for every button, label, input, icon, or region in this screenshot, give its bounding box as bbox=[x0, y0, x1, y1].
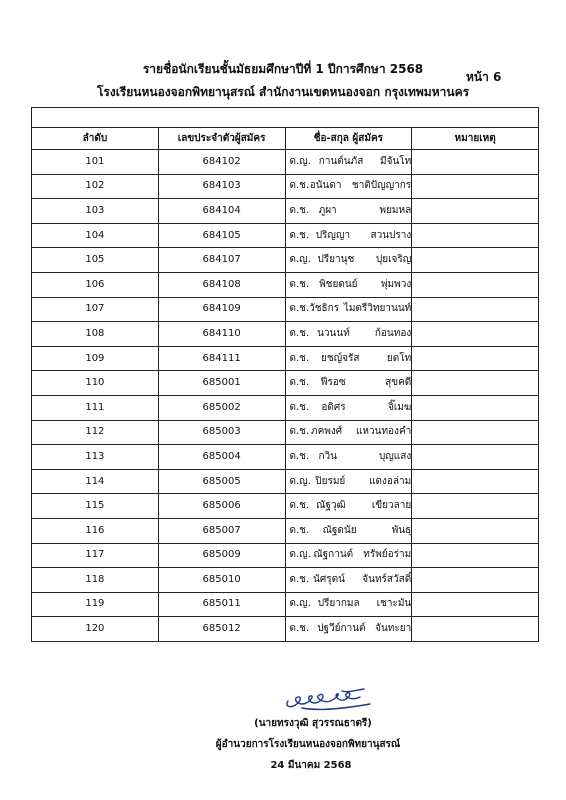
first-name: นัศรุตน์ bbox=[313, 573, 345, 585]
name-prefix: ด.ช. bbox=[289, 303, 310, 315]
first-name: ภูผา bbox=[318, 204, 337, 216]
first-name: ยชญ์จรัส bbox=[321, 352, 360, 364]
name-prefix: ด.ช. bbox=[289, 524, 310, 536]
name-prefix: ด.ช. bbox=[289, 229, 310, 241]
row-applicant-id: 684110 bbox=[158, 322, 285, 347]
document-title: รายชื่อนักเรียนชั้นมัธยมศึกษาปีที่ 1 ปีการศึกษา 2568 bbox=[142, 62, 424, 76]
first-name: อดิศร bbox=[321, 401, 346, 413]
name-prefix: ด.ญ. bbox=[289, 475, 311, 487]
name-parts bbox=[286, 377, 412, 389]
name-parts bbox=[286, 549, 412, 561]
table-row bbox=[32, 420, 539, 445]
table-row bbox=[32, 592, 539, 617]
row-full-name bbox=[285, 445, 412, 470]
name-parts bbox=[286, 279, 412, 291]
row-applicant-id: 685002 bbox=[158, 395, 285, 420]
last-name: เขียวลาย bbox=[371, 500, 412, 512]
name-parts bbox=[286, 426, 412, 438]
first-name: ปฐวีย์กานต์ bbox=[317, 623, 366, 635]
row-applicant-id: 685009 bbox=[158, 543, 285, 568]
last-name: พยมหล bbox=[379, 204, 412, 216]
signer-name: (นายทรงวุฒิ สุวรรณธาตรี) bbox=[254, 718, 372, 729]
table-row bbox=[32, 469, 539, 494]
table-row bbox=[32, 272, 539, 297]
table-row bbox=[32, 494, 539, 519]
name-prefix: ด.ช. bbox=[289, 450, 310, 462]
row-applicant-id: 684103 bbox=[158, 174, 285, 199]
row-applicant-id: 685001 bbox=[158, 371, 285, 396]
name-parts bbox=[286, 598, 412, 610]
row-full-name bbox=[285, 297, 412, 322]
row-applicant-id: 685012 bbox=[158, 617, 285, 642]
table-row bbox=[32, 346, 539, 371]
name-parts bbox=[286, 574, 412, 586]
last-name: จันทร์สวัสดิ์ bbox=[362, 573, 412, 585]
last-name: แดงอล่าม bbox=[369, 475, 412, 487]
first-name: ภคพงศ์ bbox=[311, 426, 343, 438]
last-name: พันธุ bbox=[391, 524, 412, 536]
row-remarks bbox=[412, 592, 539, 617]
row-seq: 105 bbox=[32, 248, 159, 273]
name-parts bbox=[286, 402, 412, 414]
name-prefix: ด.ญ. bbox=[289, 549, 311, 561]
first-name: นวนนท์ bbox=[317, 327, 350, 339]
table-row bbox=[32, 395, 539, 420]
name-prefix: ด.ช. bbox=[289, 401, 310, 413]
row-applicant-id: 684104 bbox=[158, 199, 285, 224]
name-prefix: ด.ช. bbox=[289, 500, 310, 512]
student-roster-table bbox=[31, 107, 539, 642]
row-applicant-id: 684109 bbox=[158, 297, 285, 322]
row-remarks bbox=[412, 322, 539, 347]
name-parts bbox=[286, 205, 412, 217]
row-remarks bbox=[412, 568, 539, 593]
table-row bbox=[32, 223, 539, 248]
row-full-name bbox=[285, 150, 412, 175]
row-full-name bbox=[285, 223, 412, 248]
name-parts bbox=[286, 303, 412, 315]
row-full-name bbox=[285, 248, 412, 273]
row-applicant-id: 684107 bbox=[158, 248, 285, 273]
document-date: 24 มีนาคม 2568 bbox=[270, 760, 352, 771]
first-name: ฟีรอซ bbox=[320, 377, 346, 389]
row-seq: 101 bbox=[32, 150, 159, 175]
row-full-name bbox=[285, 518, 412, 543]
header-remarks: หมายเหตุ bbox=[412, 128, 539, 150]
table-row bbox=[32, 445, 539, 470]
row-seq: 115 bbox=[32, 494, 159, 519]
last-name: เชาะมัน bbox=[376, 598, 412, 610]
name-prefix: ด.ช. bbox=[289, 327, 310, 339]
row-seq: 104 bbox=[32, 223, 159, 248]
last-name: จิ๊เมฆ bbox=[387, 401, 412, 413]
row-seq: 109 bbox=[32, 346, 159, 371]
row-applicant-id: 685004 bbox=[158, 445, 285, 470]
name-prefix: ด.ช. bbox=[289, 352, 310, 364]
name-parts bbox=[286, 254, 412, 266]
blank-top-row bbox=[32, 108, 539, 128]
row-applicant-id: 685011 bbox=[158, 592, 285, 617]
row-applicant-id: 685010 bbox=[158, 568, 285, 593]
row-applicant-id: 685003 bbox=[158, 420, 285, 445]
first-name: ณัฐกานต์ bbox=[313, 549, 354, 561]
row-remarks bbox=[412, 248, 539, 273]
row-seq: 112 bbox=[32, 420, 159, 445]
last-name: ทรัพย์อร่าม bbox=[363, 549, 412, 561]
row-full-name bbox=[285, 371, 412, 396]
row-full-name bbox=[285, 199, 412, 224]
first-name: กานต์นภัส bbox=[318, 155, 364, 167]
signer-title: ผู้อำนวยการโรงเรียนหนองจอกพิทยานุสรณ์ bbox=[215, 739, 401, 750]
row-full-name bbox=[285, 617, 412, 642]
name-parts bbox=[286, 230, 412, 242]
first-name: ณัฐวุฒิ bbox=[316, 500, 346, 512]
row-remarks bbox=[412, 174, 539, 199]
table-row bbox=[32, 248, 539, 273]
name-prefix: ด.ช. bbox=[289, 278, 310, 290]
row-applicant-id: 684105 bbox=[158, 223, 285, 248]
name-parts bbox=[286, 156, 412, 168]
name-prefix: ด.ช. bbox=[289, 573, 310, 585]
row-full-name bbox=[285, 543, 412, 568]
table-header-row bbox=[32, 128, 539, 150]
row-full-name bbox=[285, 272, 412, 297]
row-remarks bbox=[412, 150, 539, 175]
table-row bbox=[32, 150, 539, 175]
row-remarks bbox=[412, 199, 539, 224]
row-seq: 110 bbox=[32, 371, 159, 396]
header-full-name: ชื่อ-สกุล ผู้สมัคร bbox=[285, 128, 412, 150]
name-parts bbox=[286, 500, 412, 512]
row-seq: 108 bbox=[32, 322, 159, 347]
row-full-name bbox=[285, 469, 412, 494]
row-remarks bbox=[412, 371, 539, 396]
school-name: โรงเรียนหนองจอกพิทยานุสรณ์ สำนักงานเขตหนองจอก กรุงเทพมหานคร bbox=[96, 85, 470, 99]
row-remarks bbox=[412, 543, 539, 568]
row-remarks bbox=[412, 395, 539, 420]
row-full-name bbox=[285, 568, 412, 593]
row-applicant-id: 685007 bbox=[158, 518, 285, 543]
name-prefix: ด.ญ. bbox=[289, 155, 311, 167]
name-parts bbox=[286, 328, 412, 340]
first-name: อนันดา bbox=[309, 180, 342, 192]
row-seq: 117 bbox=[32, 543, 159, 568]
last-name: ปุยเจริญ bbox=[375, 254, 412, 266]
table-row bbox=[32, 617, 539, 642]
last-name: สุขคดี bbox=[385, 377, 412, 389]
row-full-name bbox=[285, 420, 412, 445]
header-seq: ลำดับ bbox=[32, 128, 159, 150]
last-name: พุ่มพวง bbox=[380, 278, 412, 290]
row-full-name bbox=[285, 174, 412, 199]
row-seq: 111 bbox=[32, 395, 159, 420]
first-name: ปรียานุช bbox=[317, 254, 355, 266]
name-parts bbox=[286, 180, 412, 192]
row-seq: 119 bbox=[32, 592, 159, 617]
last-name: แหวนทองคำ bbox=[355, 426, 412, 438]
last-name: จันทะยา bbox=[375, 623, 412, 635]
name-prefix: ด.ญ. bbox=[289, 254, 311, 266]
table-row bbox=[32, 568, 539, 593]
row-applicant-id: 685005 bbox=[158, 469, 285, 494]
page-number: หน้า 6 bbox=[466, 70, 502, 84]
table-row bbox=[32, 371, 539, 396]
row-full-name bbox=[285, 395, 412, 420]
name-parts bbox=[286, 353, 412, 365]
row-remarks bbox=[412, 445, 539, 470]
last-name: มีจันโท bbox=[380, 155, 412, 167]
row-full-name bbox=[285, 346, 412, 371]
row-seq: 118 bbox=[32, 568, 159, 593]
blank-cell bbox=[32, 108, 539, 128]
header-applicant-id: เลขประจำตัวผู้สมัคร bbox=[158, 128, 285, 150]
row-seq: 120 bbox=[32, 617, 159, 642]
row-full-name bbox=[285, 322, 412, 347]
row-seq: 113 bbox=[32, 445, 159, 470]
first-name: กวิน bbox=[318, 450, 337, 462]
name-prefix: ด.ญ. bbox=[289, 598, 311, 610]
name-prefix: ด.ช. bbox=[289, 426, 310, 438]
table-row bbox=[32, 297, 539, 322]
row-seq: 106 bbox=[32, 272, 159, 297]
row-seq: 103 bbox=[32, 199, 159, 224]
row-remarks bbox=[412, 469, 539, 494]
row-full-name bbox=[285, 592, 412, 617]
last-name: ชาติปัญญากร bbox=[351, 180, 412, 192]
row-remarks bbox=[412, 420, 539, 445]
last-name: สวนปราง bbox=[370, 229, 412, 241]
row-remarks bbox=[412, 223, 539, 248]
row-remarks bbox=[412, 518, 539, 543]
row-applicant-id: 684102 bbox=[158, 150, 285, 175]
name-parts bbox=[286, 623, 412, 635]
row-applicant-id: 684111 bbox=[158, 346, 285, 371]
row-seq: 114 bbox=[32, 469, 159, 494]
table-row bbox=[32, 174, 539, 199]
table-row bbox=[32, 322, 539, 347]
row-remarks bbox=[412, 494, 539, 519]
first-name: ปรียากมล bbox=[317, 598, 360, 610]
row-full-name bbox=[285, 494, 412, 519]
row-remarks bbox=[412, 617, 539, 642]
first-name: ปริญญา bbox=[315, 229, 351, 241]
first-name: พิชยดนย์ bbox=[319, 278, 358, 290]
row-applicant-id: 684108 bbox=[158, 272, 285, 297]
name-prefix: ด.ช. bbox=[289, 377, 310, 389]
last-name: ยดโท bbox=[386, 352, 412, 364]
name-parts bbox=[286, 476, 412, 488]
name-parts bbox=[286, 451, 412, 463]
name-prefix: ด.ช. bbox=[289, 204, 310, 216]
table-row bbox=[32, 199, 539, 224]
row-remarks bbox=[412, 272, 539, 297]
row-seq: 107 bbox=[32, 297, 159, 322]
row-applicant-id: 685006 bbox=[158, 494, 285, 519]
row-seq: 116 bbox=[32, 518, 159, 543]
row-remarks bbox=[412, 297, 539, 322]
row-seq: 102 bbox=[32, 174, 159, 199]
first-name: ณัฐดนัย bbox=[322, 524, 357, 536]
name-prefix: ด.ช. bbox=[289, 180, 310, 192]
last-name: ไมตรีวิทยานนท์ bbox=[343, 303, 412, 315]
first-name: ปิยรมย์ bbox=[315, 475, 346, 487]
table-row bbox=[32, 543, 539, 568]
name-prefix: ด.ช. bbox=[289, 623, 310, 635]
table-row bbox=[32, 518, 539, 543]
last-name: ก้อนทอง bbox=[374, 327, 412, 339]
name-parts bbox=[286, 525, 412, 537]
first-name: วัชธิกร bbox=[309, 303, 340, 315]
signature-image bbox=[282, 687, 378, 713]
row-remarks bbox=[412, 346, 539, 371]
last-name: บุญแสง bbox=[378, 450, 412, 462]
